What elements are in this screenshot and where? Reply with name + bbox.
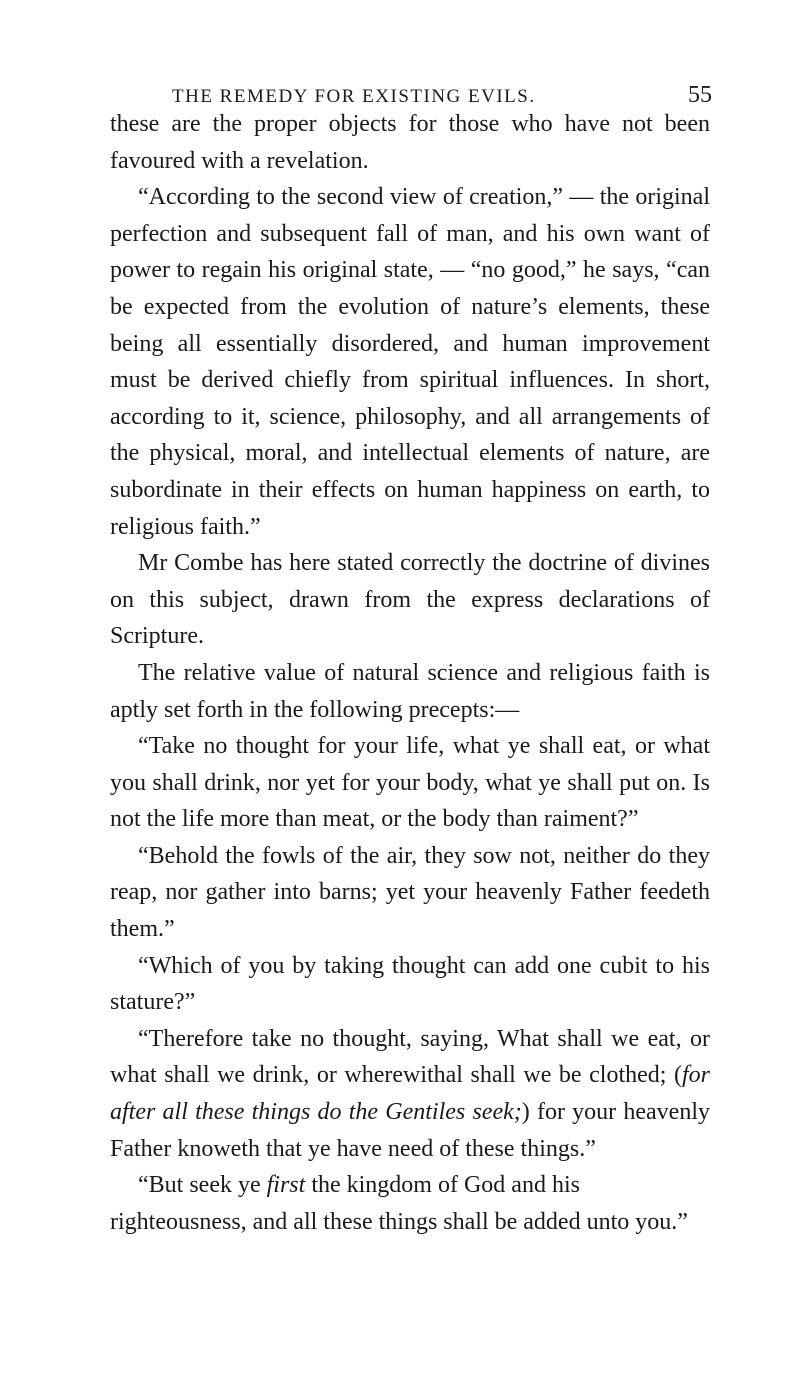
page-header [172,82,712,109]
paragraph-precepts-intro: The relative value of natural science and religious faith is aptly set forth in the following precepts:— [110,659,710,723]
seek-text-end: the kingdom of God and his righteousness, and all these things shall be added unto you.” [110,1172,688,1235]
paragraph-continuation: these are the proper objects for those who have not been favoured with a revelation. [110,111,710,174]
seek-text-start: “But seek ye [138,1172,267,1199]
therefore-text-start: “Therefore take no thought, saying, What shall we eat, or what shall we drink, or wherewithal shall we be clothed; ( [110,1025,710,1089]
paragraph-fowls-of-the-air: “Behold the fowls of the air, they sow not, neither do they reap, nor gather into barns; yet your heavenly Father feedeth them.” [110,842,710,943]
paragraph-combe-quote: “According to the second view of creation,” — the original perfection and subsequent fall of man, and his own want of power to regain his original state, — “no good,” he says, “can be expected from the evolution of nature’s elements, these being all essentially disordered, and human improvement must be derived chiefly from spiritual influences. In short, according to it, science, philosophy, and all arrangements of the physical, moral, and intellectual elements of nature, are subordinate in their effects on human happiness on earth, to religious faith.” [110,184,710,540]
paragraph-doctrine: Mr Combe has here stated correctly the doctrine of divines on this subject, drawn from the express declarations of Scripture. [110,550,710,650]
paragraph-therefore [110,1021,710,1167]
running-head: THE REMEDY FOR EXISTING EVILS. [172,86,536,107]
paragraph-take-no-thought: “Take no thought for your life, what ye shall eat, or what you shall drink, nor yet for your body, what ye shall put on. Is not the life more than meat, or the body than raiment?” [110,733,710,833]
therefore-text-end: ) for your heavenly Father knoweth that ye have need of these things.” [110,1099,711,1162]
paragraph-seek-first [110,1167,710,1240]
therefore-italic: for after all these things do the Gentiles seek; [110,1062,710,1126]
page-number: 55 [688,82,712,108]
page-body [110,106,710,1240]
seek-italic: first [266,1172,306,1199]
paragraph-cubit: “Which of you by taking thought can add one cubit to his stature?” [110,952,710,1016]
